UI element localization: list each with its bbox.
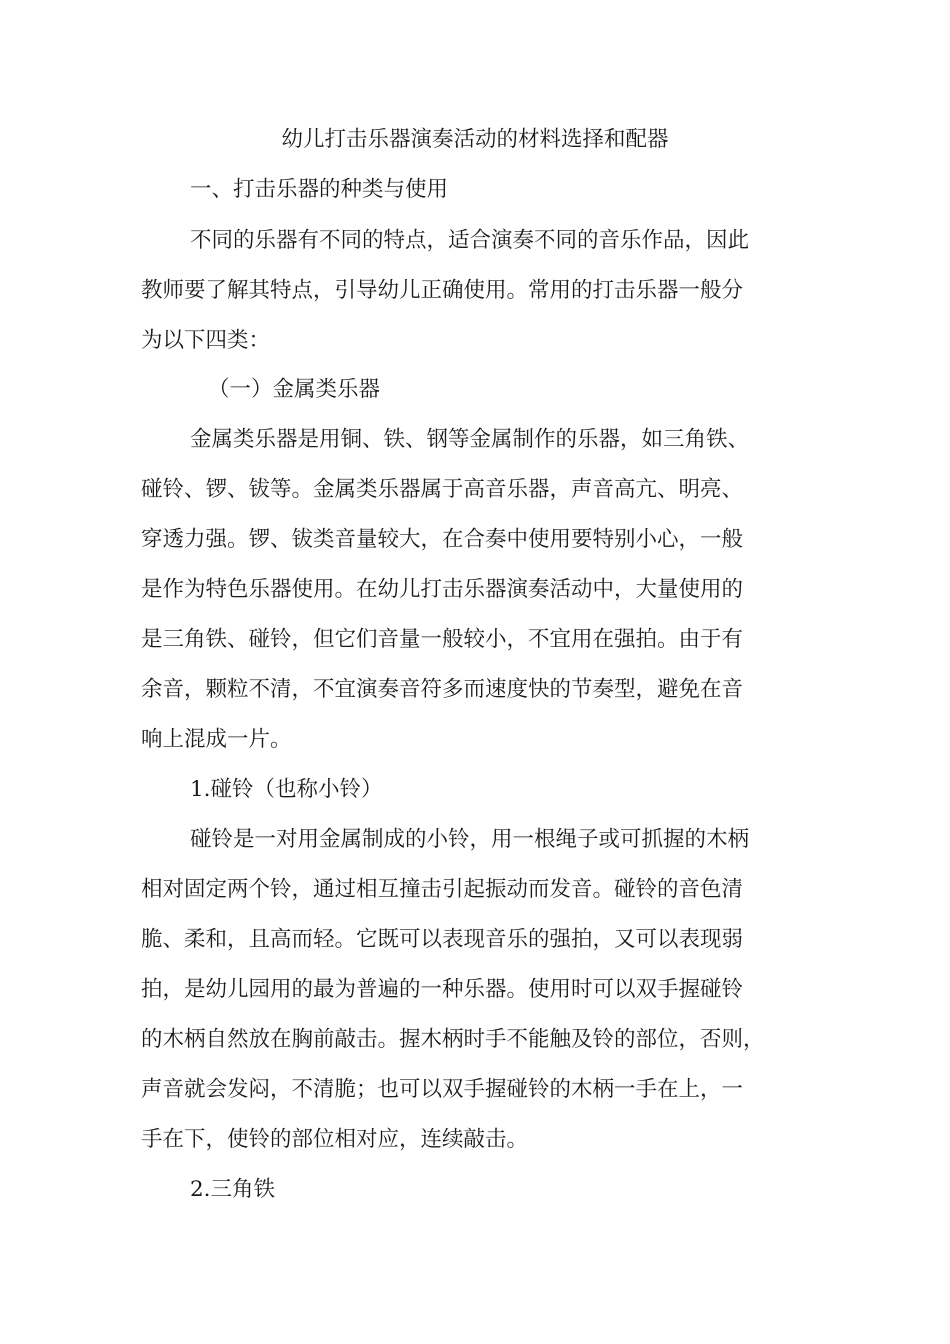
paragraph-line: 金属类乐器是用铜、铁、钢等金属制作的乐器，如三角铁、 xyxy=(190,427,750,452)
section-heading-instrument-types: 一、打击乐器的种类与使用 xyxy=(190,177,449,202)
paragraph-line: 的木柄自然放在胸前敲击。握木柄时手不能触及铃的部位，否则， xyxy=(141,1027,765,1052)
paragraph-line: 是作为特色乐器使用。在幼儿打击乐器演奏活动中，大量使用的 xyxy=(141,577,744,602)
item-heading-triangle: 2.三角铁 xyxy=(190,1177,276,1202)
item-heading-bell: 1.碰铃（也称小铃） xyxy=(190,777,383,802)
paragraph-line: 相对固定两个铃，通过相互撞击引起振动而发音。碰铃的音色清 xyxy=(141,877,744,902)
subsection-heading-metal-instruments: （一）金属类乐器 xyxy=(208,377,381,402)
paragraph-line: 穿透力强。锣、钹类音量较大，在合奏中使用要特别小心，一般 xyxy=(141,527,744,552)
paragraph-line: 手在下，使铃的部位相对应，连续敲击。 xyxy=(141,1127,529,1152)
paragraph-line: 碰铃、锣、钹等。金属类乐器属于高音乐器，声音高亢、明亮、 xyxy=(141,477,744,502)
paragraph-line: 不同的乐器有不同的特点，适合演奏不同的音乐作品，因此 xyxy=(190,228,750,253)
paragraph-line: 响上混成一片。 xyxy=(141,727,292,752)
paragraph-line: 余音，颗粒不清，不宜演奏音符多而速度快的节奏型，避免在音 xyxy=(141,677,744,702)
paragraph-line: 脆、柔和，且高而轻。它既可以表现音乐的强拍，又可以表现弱 xyxy=(141,927,744,952)
paragraph-line: 碰铃是一对用金属制成的小铃，用一根绳子或可抓握的木柄 xyxy=(190,827,750,852)
paragraph-line: 是三角铁、碰铃，但它们音量一般较小，不宜用在强拍。由于有 xyxy=(141,627,744,652)
paragraph-line: 为以下四类： xyxy=(141,328,271,353)
paragraph-line: 拍，是幼儿园用的最为普遍的一种乐器。使用时可以双手握碰铃 xyxy=(141,977,744,1002)
document-title: 幼儿打击乐器演奏活动的材料选择和配器 xyxy=(281,127,669,152)
paragraph-line: 声音就会发闷，不清脆；也可以双手握碰铃的木柄一手在上，一 xyxy=(141,1077,744,1102)
paragraph-line: 教师要了解其特点，引导幼儿正确使用。常用的打击乐器一般分 xyxy=(141,278,744,303)
